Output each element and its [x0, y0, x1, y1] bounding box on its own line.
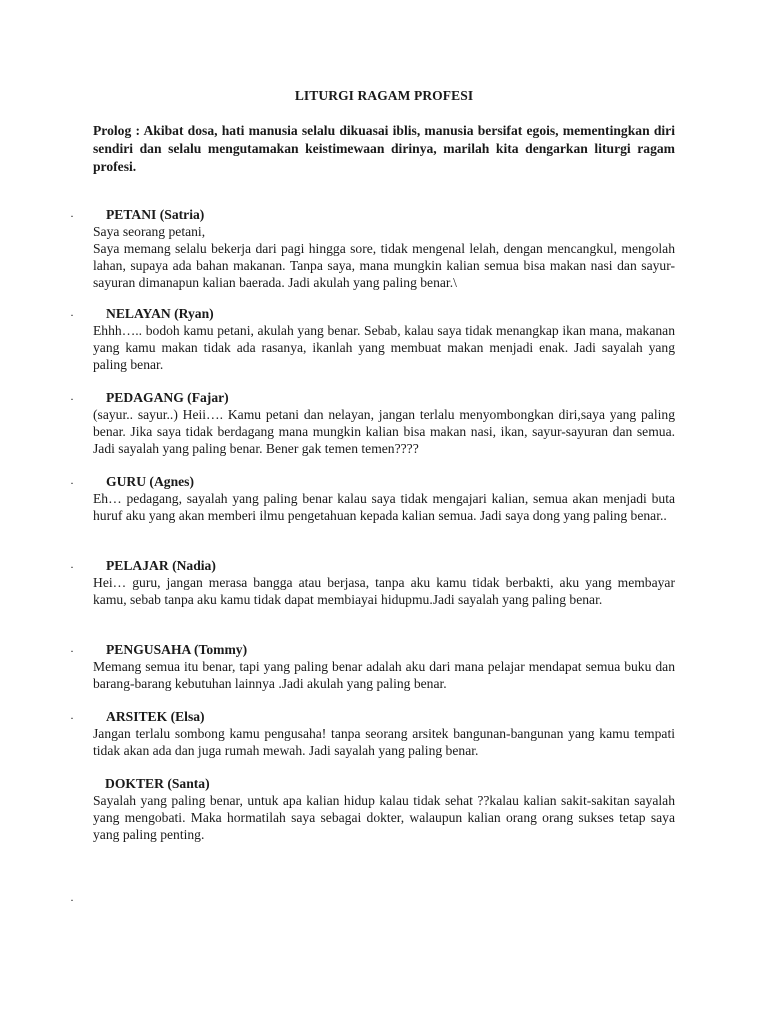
section-body: [93, 792, 675, 843]
section-body: [93, 322, 675, 373]
section-body: [93, 725, 675, 759]
section-guru: [70, 473, 675, 524]
section-body: [93, 223, 675, 291]
section-nelayan: [70, 305, 675, 373]
bullet-marker: ·: [70, 644, 74, 658]
section-pedagang: [70, 389, 675, 457]
section-petani: [70, 206, 675, 291]
section-body: [93, 490, 675, 524]
section-line: Saya seorang petani,: [93, 224, 206, 239]
section-heading: PEDAGANG (Fajar): [106, 390, 229, 405]
section-pelajar: [70, 557, 675, 608]
bullet-marker: ·: [70, 308, 74, 322]
section-line: Saya memang selalu bekerja dari pagi hingga sore, tidak mengenal lelah, dengan mencangkul, mengolah lahan, supaya ada bahan makanan. Tanpa saya, mana mungkin kalian semua bisa makan nasi dan sayur-sayuran dimanapun kalian baerada. Jadi akulah yang paling benar.\: [93, 241, 675, 290]
section-heading: GURU (Agnes): [106, 474, 194, 489]
section-heading: PELAJAR (Nadia): [106, 558, 216, 573]
section-heading: PETANI (Satria): [106, 207, 205, 222]
bullet-marker: ·: [70, 392, 74, 406]
section-body: [93, 658, 675, 692]
bullet-marker: ·: [70, 209, 74, 223]
section-pengusaha: [70, 641, 675, 692]
section-body: [93, 574, 675, 608]
section-line: Eh… pedagang, sayalah yang paling benar kalau saya tidak mengajari kalian, semua akan menjadi buta huruf aku yang akan memberi ilmu pengetahuan kepada kalian semua. Jadi saya dong yang paling benar..: [93, 491, 675, 523]
section-line: Sayalah yang paling benar, untuk apa kalian hidup kalau tidak sehat ??kalau kalian sakit-sakitan sayalah yang mengobati. Maka hormatilah saya sebagai dokter, walaupun kalian orang orang sukses tetap saya yang paling penting.: [93, 793, 675, 842]
section-heading: PENGUSAHA (Tommy): [106, 642, 248, 657]
section-heading: DOKTER (Santa): [105, 776, 210, 791]
document-title: LITURGI RAGAM PROFESI: [294, 88, 474, 103]
section-body: [93, 406, 675, 457]
section-line: Ehhh….. bodoh kamu petani, akulah yang benar. Sebab, kalau saya tidak menangkap ikan mana, makanan yang kamu makan tidak ada rasanya, ikanlah yang membuat makan menjadi enak. Jadi sayalah yang paling benar.: [93, 323, 675, 372]
trailing-bullet-marker: ·: [70, 893, 74, 907]
bullet-marker: ·: [70, 560, 74, 574]
section-heading: NELAYAN (Ryan): [106, 306, 214, 321]
bullet-marker: ·: [70, 476, 74, 490]
section-dokter: [93, 775, 675, 843]
section-arsitek: [70, 708, 675, 759]
prolog-paragraph: Prolog : Akibat dosa, hati manusia selalu dikuasai iblis, manusia bersifat egois, mementingkan diri sendiri dan selalu mengutamakan keistimewaan dirinya, marilah kita dengarkan liturgi ragam profesi.: [93, 123, 675, 174]
section-heading: ARSITEK (Elsa): [106, 709, 205, 724]
section-line: (sayur.. sayur..) Heii…. Kamu petani dan nelayan, jangan terlalu menyombongkan diri,saya yang paling benar. Jika saya tidak berdagang mana mungkin kalian bisa makan nasi, ikan, sayur-sayuran dan semua. Jadi sayalah yang paling benar. Bener gak temen temen????: [93, 407, 675, 456]
section-line: Jangan terlalu sombong kamu pengusaha! tanpa seorang arsitek bangunan-bangunan yang kamu tempati tidak akan ada dan juga rumah mewah. Jadi sayalah yang paling benar.: [93, 726, 675, 758]
section-line: Memang semua itu benar, tapi yang paling benar adalah aku dari mana pelajar mendapat semua buku dan barang-barang kebutuhan lainnya .Jadi akulah yang paling benar.: [93, 659, 675, 691]
bullet-marker: ·: [70, 711, 74, 725]
section-line: Hei… guru, jangan merasa bangga atau berjasa, tanpa aku kamu tidak berbakti, aku yang membayar kamu, sebab tanpa aku kamu tidak dapat membiayai hidupmu.Jadi sayalah yang paling benar.: [93, 575, 675, 607]
